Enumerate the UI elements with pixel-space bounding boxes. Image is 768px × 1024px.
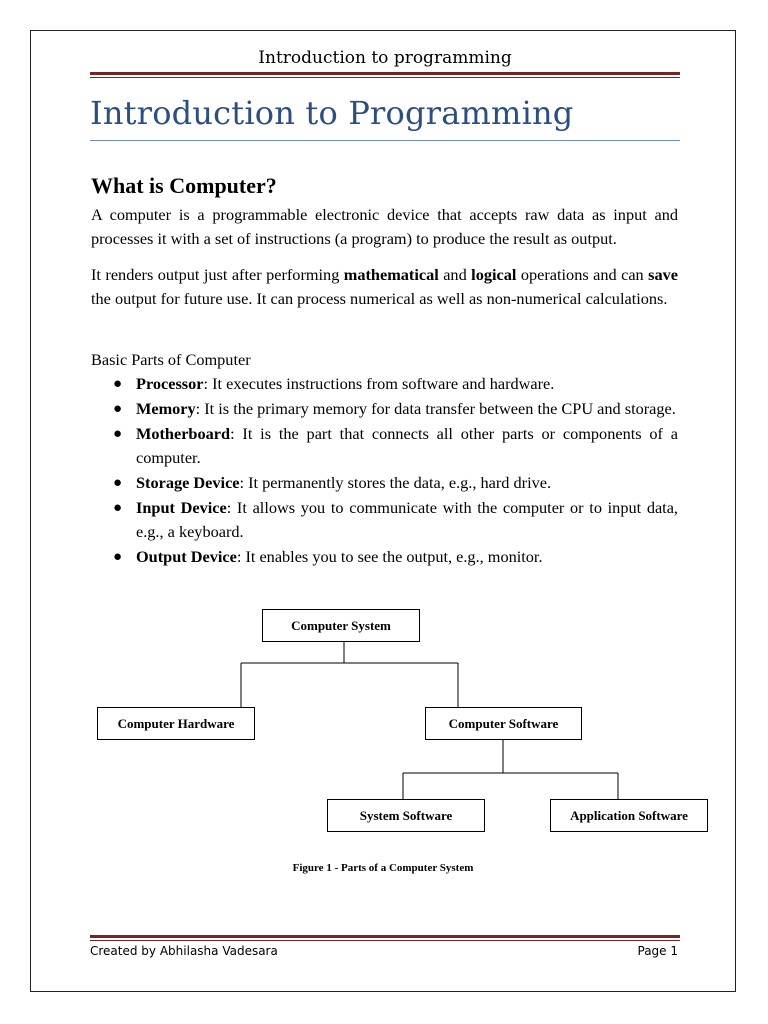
text-run: operations and can bbox=[516, 265, 649, 284]
list-item bbox=[91, 471, 678, 495]
node-computer-system: Computer System bbox=[262, 609, 420, 642]
paragraph-operations bbox=[91, 263, 678, 311]
part-description: : It enables you to see the output, e.g., monitor. bbox=[236, 547, 543, 566]
footer-rule-thick bbox=[90, 935, 680, 938]
list-item bbox=[91, 372, 678, 396]
header-rule-thick bbox=[90, 72, 680, 75]
title-underline bbox=[90, 140, 680, 141]
header-rule-thin bbox=[90, 77, 680, 78]
footer-author: Created by Abhilasha Vadesara bbox=[90, 944, 278, 958]
bullet-icon: ● bbox=[113, 500, 123, 516]
part-term: Input Device bbox=[136, 498, 227, 517]
list-item bbox=[91, 422, 678, 470]
bold-save: save bbox=[648, 265, 678, 284]
parts-list bbox=[91, 372, 678, 570]
bullet-icon: ● bbox=[113, 426, 123, 442]
running-header: Introduction to programming bbox=[258, 48, 512, 68]
text-run: and bbox=[438, 265, 472, 284]
footer-page-number: Page 1 bbox=[637, 944, 678, 958]
part-term: Processor bbox=[136, 374, 204, 393]
part-term: Memory bbox=[136, 399, 196, 418]
part-description: : It is the primary memory for data transfer between the CPU and storage. bbox=[195, 399, 676, 418]
bullet-icon: ● bbox=[113, 549, 123, 565]
list-label: Basic Parts of Computer bbox=[91, 350, 251, 369]
bullet-icon: ● bbox=[113, 401, 123, 417]
node-system-software: System Software bbox=[327, 799, 485, 832]
bold-logical: logical bbox=[471, 265, 517, 284]
part-description: : It is the part that connects all other parts or components of a computer. bbox=[136, 424, 678, 467]
part-term: Storage Device bbox=[136, 473, 240, 492]
node-computer-software: Computer Software bbox=[425, 707, 582, 740]
figure-caption: Figure 1 - Parts of a Computer System bbox=[292, 862, 474, 874]
part-description: : It executes instructions from software and hardware. bbox=[203, 374, 555, 393]
text-run: It renders output just after performing bbox=[91, 265, 344, 284]
part-term: Output Device bbox=[136, 547, 237, 566]
list-item bbox=[91, 545, 678, 569]
text-run: the output for future use. It can process numerical as well as non-numerical calculations. bbox=[91, 289, 668, 308]
bullet-icon: ● bbox=[113, 376, 123, 392]
list-item bbox=[91, 397, 678, 421]
bold-mathematical: mathematical bbox=[343, 265, 439, 284]
part-description: : It permanently stores the data, e.g., hard drive. bbox=[239, 473, 552, 492]
part-description: : It allows you to communicate with the computer or to input data, e.g., a keyboard. bbox=[136, 498, 679, 541]
paragraph-definition: A computer is a programmable electronic device that accepts raw data as input and processes it with a set of instructions (a program) to produce the result as output. bbox=[91, 205, 678, 248]
document-title: Introduction to Programming bbox=[90, 94, 574, 132]
node-application-software: Application Software bbox=[550, 799, 708, 832]
bullet-icon: ● bbox=[113, 475, 123, 491]
section-heading: What is Computer? bbox=[91, 173, 277, 198]
footer-rule-thin bbox=[90, 940, 680, 941]
part-term: Motherboard bbox=[136, 424, 231, 443]
node-computer-hardware: Computer Hardware bbox=[97, 707, 255, 740]
list-item bbox=[91, 496, 678, 544]
